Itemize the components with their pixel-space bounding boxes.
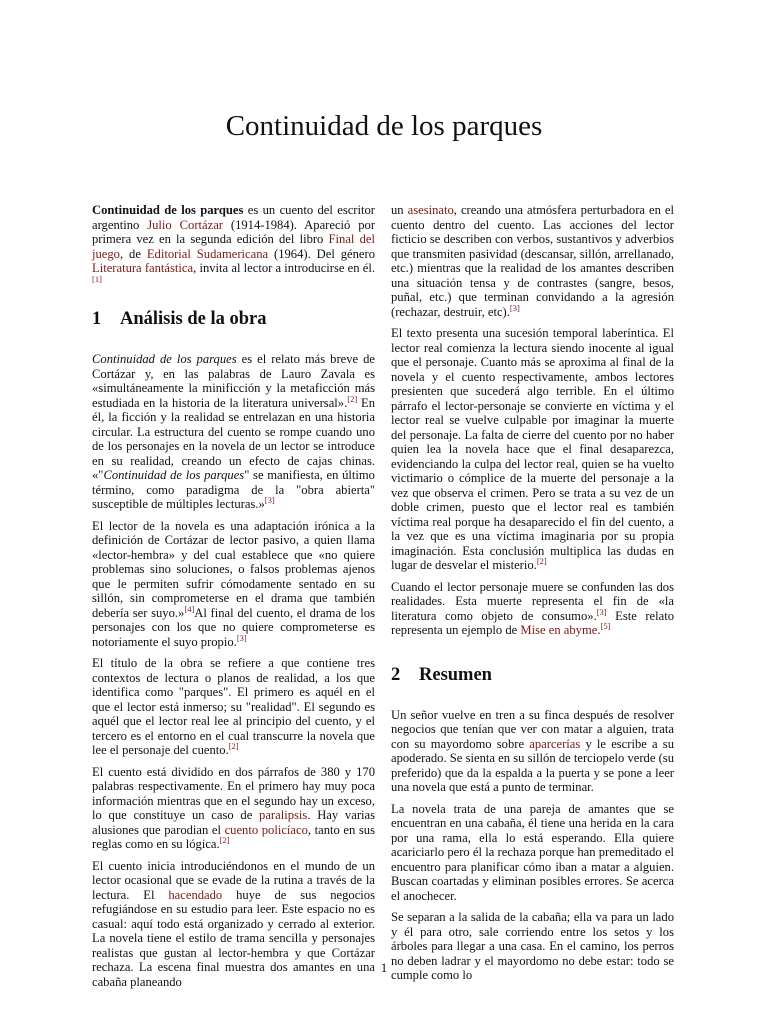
- citation-ref[interactable]: [2]: [347, 393, 358, 404]
- page-title: Continuidad de los parques: [225, 110, 543, 142]
- analysis-paragraph-2: [92, 519, 375, 650]
- section-title: Resumen: [419, 664, 492, 685]
- link-final-del-juego[interactable]: Final del juego: [92, 232, 375, 261]
- analysis-paragraph-8: [391, 580, 674, 638]
- paragraph-text: Este relato representa un ejemplo de: [391, 608, 674, 637]
- link-hacendado[interactable]: hacendado: [168, 887, 223, 902]
- paragraph-text: .: [597, 623, 601, 637]
- paragraph-text: un: [391, 203, 408, 217]
- paragraph-text: En él, la ficción y la realidad se entrelazan en una historia circular. La estructura del cuento se rompe cuando uno de los personajes en la novela de un lector se introduce en su realidad, creando un efecto de cajas chinas. «": [92, 395, 375, 482]
- paragraph-text: , creando una atmósfera perturbadora en el cuento dentro del cuento. Las acciones del lector ficticio se describen con verbos, sustantivos y adverbios que transmiten pasividad (descansar, sillón, arrellanado, etc.) mientras que la realidad de los amantes describen una situación tensa y de contrastes (sangre, besos, puñal, etc.) que terminan convidando a la agresión (rechazar, destruir, etc).: [391, 203, 674, 319]
- italic-work-title: Continuidad de los parques: [103, 468, 245, 482]
- paragraph-text: El lector de la novela es una adaptación irónica a la definición de Cortázar de lector pasivo, a quien llama «lector-hembra» y del cual establece que «no quiere problemas sino soluciones, o falsos problemas ajenos que le permiten sufrir cómodamente sentado en su sillón, sin comprometerse en el drama que también debería ser suyo.»: [92, 518, 375, 620]
- left-column: [92, 203, 375, 996]
- citation-ref[interactable]: [4]: [184, 603, 195, 614]
- intro-text: (1964). Del género: [268, 246, 375, 261]
- paragraph-text: La novela trata de una pareja de amantes que se encuentran en una cabaña, él tiene una herida en la cara por una rama, ella lo está esperando. Ella quiere acariciarlo pero él la rechaza porque han premeditado el encuentro para planificar cómo iban a matar a alguien. Buscan coartadas y eliminan posibles errores. Se acerca el anochecer.: [391, 801, 674, 903]
- citation-ref[interactable]: [5]: [600, 620, 611, 631]
- paragraph-text: Cuando el lector personaje muere se confunden las dos realidades. Esta muerte representa el fin de «la literatura como objeto de consumo».: [391, 579, 674, 623]
- section-heading-resumen: [391, 664, 674, 686]
- citation-ref[interactable]: [3]: [236, 632, 247, 643]
- paragraph-text: . Hay varias alusiones que parodian el: [92, 808, 376, 837]
- paragraph-text: " se manifiesta, en último término, como paradigma de la "obra abierta" susceptible de múltiples lecturas.»: [92, 468, 375, 511]
- link-paralipsis[interactable]: paralipsis: [259, 808, 308, 822]
- paragraph-text: huye de sus negocios refugiándose en su estudio para leer. Este espacio no es casual: aquí todo está organizado y cerrado al exterior. La novela tiene el estilo de trama sencilla y personajes realistas que gustan al lector-hembra y que Cortázar rechaza. La escena final muestra dos amantes en una cabaña planeando: [92, 887, 375, 989]
- section-heading-analisis: [92, 308, 375, 330]
- citation-ref[interactable]: [3]: [264, 494, 275, 505]
- analysis-paragraph-7: [391, 326, 674, 573]
- paragraph-text: y le escribe a su apoderado. Se sienta en su sillón de terciopelo verde (su preferido) que da la espalda a la puerta y se pone a leer una novela que está a punto de terminar.: [391, 736, 674, 794]
- summary-paragraph-2: [391, 802, 674, 904]
- paragraph-text: El cuento inicia introduciéndonos en el mundo de un lector ocasional que se evade de la rutina a través de la lectura. El: [92, 858, 375, 902]
- citation-ref[interactable]: [2]: [228, 740, 239, 751]
- link-literatura-fantastica[interactable]: Literatura fantástica: [92, 261, 194, 275]
- right-column: [391, 203, 674, 990]
- paragraph-text: es el relato más breve de Cortázar y, en las palabras de Lauro Zavala es «simultáneamente la minificción y la metaficción más estudiada en la historia de la literatura universal».: [92, 352, 375, 410]
- link-asesinato[interactable]: asesinato: [407, 203, 454, 217]
- section-number: 2: [391, 664, 401, 685]
- paragraph-text: El texto presenta una sucesión temporal laberíntica. El lector real comienza la lectura siendo inocente al igual que el personaje. Cuanto más se aproxima al final de la novela y el cuento respectivamente, ambos lectores presienten que sucederá algo terrible. En el último párrafo el lector-personaje se convierte en víctima y el lector real se vuelve culpable por imaginar la muerte del personaje. La falta de cierre del cuento por no haber quien lea la novela hace que el final desaparezca, evidenciando la culpa del lector real, quien se ha vuelto victimario o cómplice de la muerte del personaje a la vez que observa el crimen. Pero se trata a su vez de un doble crimen, puesto que el lector real es también víctima real porque ha desaparecido el fin del cuento, a la vez que es una víctima imaginaria por su propia imaginación. Esta conclusión multiplica las dudas en lugar de desvelar el misterio.: [391, 326, 674, 572]
- paragraph-text: Un señor vuelve en tren a su finca después de resolver negocios que tenían que ver con matar a alguien, trata con su mayordomo sobre: [391, 707, 674, 751]
- intro-text: (1914-1984). Apareció por primera vez en la segunda edición del libro: [92, 217, 376, 246]
- citation-ref[interactable]: [3]: [596, 606, 607, 617]
- summary-paragraph-1: [391, 708, 674, 795]
- analysis-paragraph-3: [92, 656, 375, 758]
- paragraph-text: El título de la obra se refiere a que contiene tres contextos de lectura o planos de realidad, a los que identifica como "parques". El primero es aquél en el que el lector está inmerso; su "realidad". El segundo es aquél que el lector real lee al principio del cuento, y el tercero es el entorno en el cual transcurre la novela que lee el personaje del cuento.: [92, 656, 375, 757]
- italic-work-title: Continuidad de los parques: [92, 352, 237, 366]
- analysis-paragraph-1: [92, 352, 375, 512]
- paragraph-text: Se separan a la salida de la cabaña; ella va para un lado y él para otro, sale corriendo entre los setos y los árboles para llegar a una casa. En el camino, los perros no deben ladrar y el mayordomo no debe estar: todo se cumple como lo: [391, 910, 674, 982]
- section-title: Análisis de la obra: [120, 309, 267, 329]
- intro-bold-title: Continuidad de los parques: [92, 203, 244, 217]
- citation-ref[interactable]: [3]: [509, 302, 520, 313]
- link-mise-en-abyme[interactable]: Mise en abyme: [520, 623, 598, 637]
- analysis-paragraph-6: [391, 203, 674, 319]
- link-editorial-sudamericana[interactable]: Editorial Sudamericana: [146, 246, 269, 261]
- intro-paragraph: [92, 203, 375, 290]
- paragraph-text: , tanto en sus reglas como en su lógica.: [92, 822, 376, 851]
- link-cuento-policiaco[interactable]: cuento policíaco: [224, 822, 308, 837]
- page-number: 1: [380, 960, 388, 975]
- citation-ref[interactable]: [2]: [219, 834, 230, 845]
- intro-text: es un cuento del escritor argentino: [92, 203, 375, 232]
- citation-ref[interactable]: [1]: [92, 273, 102, 284]
- link-aparcerias[interactable]: aparcerías: [529, 736, 581, 751]
- section-number: 1: [92, 309, 102, 329]
- citation-ref[interactable]: [2]: [536, 555, 547, 566]
- intro-text: , invita al lector a introducirse en él.: [193, 261, 375, 275]
- paragraph-text: El cuento está dividido en dos párrafos de 380 y 170 palabras respectivamente. En el primero hay muy poca información mientras que en el segundo hay un exceso, lo que constituye un caso de: [92, 764, 375, 822]
- intro-text: , de: [119, 246, 147, 261]
- paragraph-text: Al final del cuento, el drama de los personajes con los que no quiere comprometerse es notoriamente el suyo propio.: [92, 605, 376, 649]
- link-julio-cortazar[interactable]: Julio Cortázar: [147, 217, 223, 232]
- analysis-paragraph-4: [92, 765, 375, 852]
